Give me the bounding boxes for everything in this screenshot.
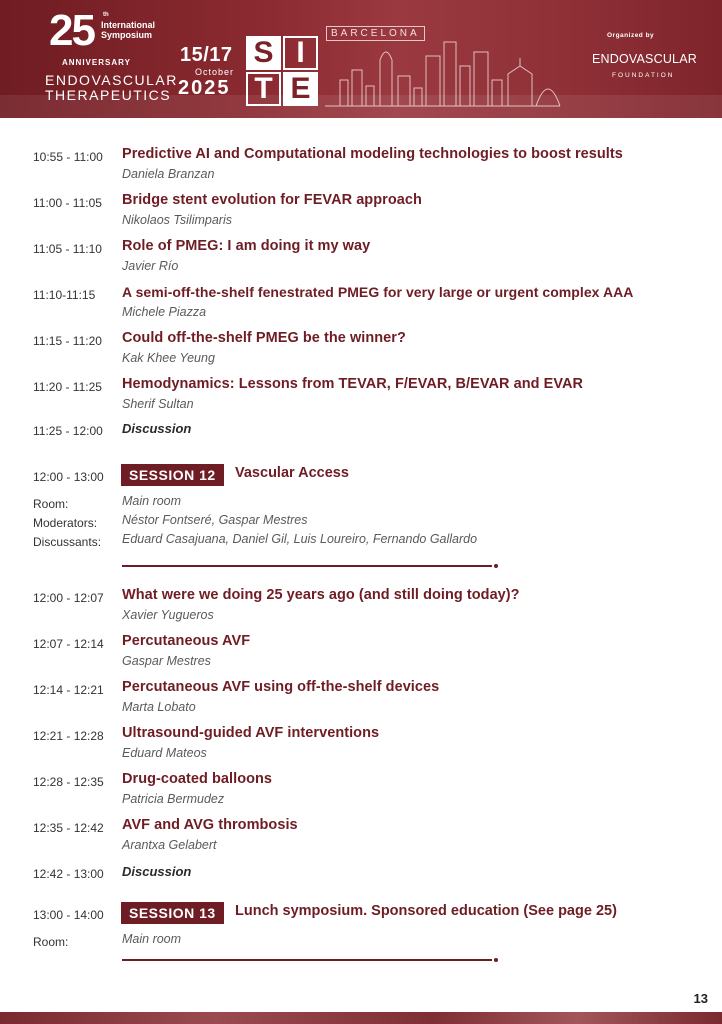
talk-speaker: Daniela Branzan: [122, 167, 215, 181]
organizer-foundation: FOUNDATION: [612, 72, 675, 79]
anniversary-suffix: th: [103, 12, 109, 18]
talk-time: 11:00 - 11:05: [33, 196, 102, 210]
talk-title: Ultrasound-guided AVF interventions: [122, 725, 380, 741]
talk-title: Percutaneous AVF: [122, 633, 251, 649]
talk-title: What were we doing 25 years ago (and still doing today)?: [122, 587, 520, 603]
city-label: BARCELONA: [326, 26, 425, 41]
discussion-time: 11:25 - 12:00: [33, 424, 103, 438]
therapeutics-label: THERAPEUTICS: [45, 87, 172, 103]
room-value: Main room: [122, 494, 182, 508]
moderators-label: Moderators:: [33, 516, 98, 530]
session-badge: SESSION 13: [121, 902, 224, 924]
talk-time: 12:28 - 12:35: [33, 775, 104, 789]
discussion-time: 12:42 - 13:00: [33, 867, 104, 881]
logo-letter-s: S: [246, 36, 281, 70]
talk-speaker: Xavier Yugueros: [122, 608, 214, 622]
discussion-label: Discussion: [122, 421, 192, 436]
moderators-value: Néstor Fontseré, Gaspar Mestres: [122, 513, 308, 527]
section-divider: [122, 959, 492, 961]
talk-title: Hemodynamics: Lessons from TEVAR, F/EVAR, B/EVAR and EVAR: [122, 376, 584, 392]
session-time: 12:00 - 13:00: [33, 470, 104, 484]
talk-title: Drug-coated balloons: [122, 771, 273, 787]
talk-title: AVF and AVG thrombosis: [122, 817, 298, 833]
talk-title: Percutaneous AVF using off-the-shelf devices: [122, 679, 440, 695]
talk-speaker: Gaspar Mestres: [122, 654, 211, 668]
talk-speaker: Sherif Sultan: [122, 397, 194, 411]
talk-time: 10:55 - 11:00: [33, 150, 103, 164]
organizer-name: ENDOVASCULAR: [592, 52, 697, 66]
room-label: Room:: [33, 935, 69, 949]
session-title: Vascular Access: [235, 465, 349, 481]
discussion-label: Discussion: [122, 864, 192, 879]
anniversary-number: 25: [49, 6, 94, 55]
logo-letter-i: I: [283, 36, 318, 70]
talk-time: 11:15 - 11:20: [33, 334, 102, 348]
talk-time: 12:21 - 12:28: [33, 729, 104, 743]
footer-strip: [0, 1012, 722, 1024]
talk-speaker: Kak Khee Yeung: [122, 351, 215, 365]
talk-speaker: Michele Piazza: [122, 305, 207, 319]
talk-speaker: Marta Lobato: [122, 700, 196, 714]
talk-title: Could off-the-shelf PMEG be the winner?: [122, 330, 406, 346]
talk-time: 12:14 - 12:21: [33, 683, 104, 697]
event-date-days: 15/17: [180, 44, 233, 66]
event-date-month: October: [195, 67, 235, 77]
session-badge: SESSION 12: [121, 464, 224, 486]
talk-speaker: Javier Río: [122, 259, 179, 273]
talk-title: Role of PMEG: I am doing it my way: [122, 238, 371, 254]
talk-speaker: Eduard Mateos: [122, 746, 207, 760]
discussants-label: Discussants:: [33, 535, 102, 549]
talk-speaker: Patricia Bermudez: [122, 792, 225, 806]
organized-by-label: Organized by: [607, 32, 655, 39]
logo-letter-t: T: [246, 72, 281, 106]
talk-time: 11:10-11:15: [33, 288, 96, 302]
talk-time: 11:05 - 11:10: [33, 242, 102, 256]
talk-time: 11:20 - 11:25: [33, 380, 102, 394]
event-date-year: 2025: [178, 77, 231, 99]
discussants-value: Eduard Casajuana, Daniel Gil, Luis Loureiro, Fernando Gallardo: [122, 532, 478, 546]
page-number: 13: [693, 991, 708, 1006]
talk-speaker: Nikolaos Tsilimparis: [122, 213, 232, 227]
room-value: Main room: [122, 932, 182, 946]
section-divider: [122, 565, 492, 567]
talk-time: 12:07 - 12:14: [33, 637, 104, 651]
room-label: Room:: [33, 497, 69, 511]
talk-speaker: Arantxa Gelabert: [122, 838, 217, 852]
endovascular-label: ENDOVASCULAR: [45, 72, 178, 88]
anniversary-label: ANNIVERSARY: [62, 58, 131, 67]
session-time: 13:00 - 14:00: [33, 908, 104, 922]
session-title: Lunch symposium. Sponsored education (See page 25): [235, 903, 617, 919]
talk-time: 12:35 - 12:42: [33, 821, 104, 835]
talk-title: Bridge stent evolution for FEVAR approach: [122, 192, 422, 208]
logo-letter-e: E: [283, 72, 318, 106]
talk-title: Predictive AI and Computational modeling technologies to boost results: [122, 146, 623, 162]
talk-time: 12:00 - 12:07: [33, 591, 104, 605]
talk-title: A semi-off-the-shelf fenestrated PMEG for very large or urgent complex AAA: [122, 284, 634, 300]
symposium-label: International Symposium: [101, 20, 156, 40]
